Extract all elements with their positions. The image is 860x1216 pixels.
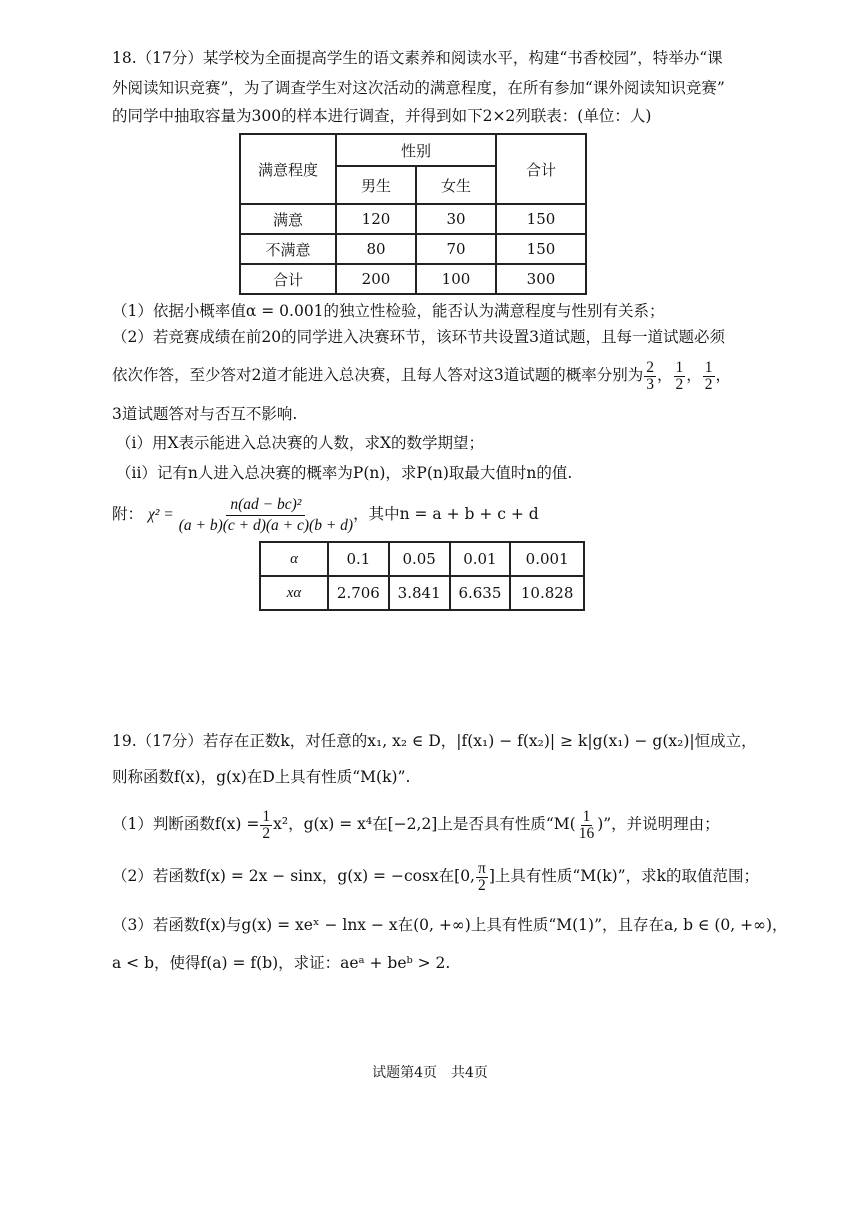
formula-numerator: n(ad − bc)² (226, 495, 305, 516)
fraction-1-16: $\frac{1}{16}$ (578, 807, 595, 842)
fraction-1-2: $\frac{1}{2}$ (262, 807, 271, 842)
formula-where: ，其中n = a + b + c + d (353, 505, 539, 523)
header-gender: 性别 (336, 134, 496, 166)
header-male: 男生 (336, 166, 416, 204)
x-alpha-label: xα (260, 576, 328, 610)
q18-line3: 的同学中抽取容量为300的样本进行调查，并得到如下2×2列联表：(单位：人) (112, 107, 652, 125)
fraction-pi-2: $\frac{\pi}{2}$ (478, 859, 486, 894)
formula-fraction (179, 495, 353, 536)
q19-part1-line: （1）判断函数f(x) = $\frac{1}{2}$ x²，g(x) = x⁴在[−2,2]上是否具有性质“M( $\frac{1}{16}$ )”，并说明理由； (112, 807, 720, 842)
table-row: 满意 120 30 150 (240, 204, 586, 234)
fraction-1-2: $\frac{1}{2}$ (675, 358, 684, 393)
q19-part3-b: a < b，使得f(a) = f(b)，求证：aeᵃ + beᵇ > 2. (112, 954, 451, 972)
q19-line1: 19.（17分）若存在正数k，对任意的x₁, x₂ ∈ D，|f(x₁) − f(x₂)| ≥ k|g(x₁) − g(x₂)|恒成立， (112, 732, 757, 750)
chi-square-formula (112, 492, 539, 537)
header-total: 合计 (496, 134, 586, 204)
appendix-label: 附： (112, 505, 144, 523)
q18-line2: 外阅读知识竞赛”，为了调查学生对这次活动的满意程度，在所有参加“课外阅读知识竞赛” (112, 79, 725, 97)
contingency-table (239, 133, 587, 295)
q19-part3-a: （3）若函数f(x)与g(x) = xeˣ − lnx − x在(0, +∞)上具有性质“M(1)”，且存在a, b ∈ (0, +∞)， (112, 916, 788, 934)
fraction-2-3: $\frac{2}{3}$ (646, 358, 654, 393)
header-satisfaction: 满意程度 (240, 134, 336, 204)
critical-value-table: α 0.1 0.05 0.01 0.001 xα 2.706 3.841 6.635 10.828 (259, 541, 585, 611)
formula-lhs: χ² = (147, 506, 174, 523)
q18-part2-b: 依次作答，至少答对2道才能进入总决赛，且每人答对这3道试题的概率分别为 (112, 366, 644, 384)
q18-part2-i: （i）用X表示能进入总决赛的人数，求X的数学期望； (116, 434, 485, 452)
q19-line2: 则称函数f(x)，g(x)在D上具有性质“M(k)”. (112, 768, 411, 786)
fraction-1-2: $\frac{1}{2}$ (704, 358, 713, 393)
table-row: 合计 200 100 300 (240, 264, 586, 294)
q18-part1: （1）依据小概率值α = 0.001的独立性检验，能否认为满意程度与性别有关系； (112, 302, 665, 320)
table-row: 不满意 80 70 150 (240, 234, 586, 264)
q18-part2-b-line: 依次作答，至少答对2道才能进入总决赛，且每人答对这3道试题的概率分别为 $\frac{2}{3}$ ， $\frac{1}{2}$ ， $\frac{1}{2}$ ， (112, 358, 732, 393)
header-female: 女生 (416, 166, 496, 204)
formula-denominator: (a + b)(c + d)(a + c)(b + d) (178, 516, 354, 534)
page-footer: 试题第4页 共4页 (372, 1065, 488, 1081)
q19-part2-line: （2）若函数f(x) = 2x − sinx，g(x) = −cosx在[0, $\frac{\pi}{2}$ ]上具有性质“M(k)”，求k的取值范围； (112, 859, 759, 894)
alpha-label: α (260, 542, 328, 576)
q18-part2-ii: （ii）记有n人进入总决赛的概率为P(n)，求P(n)取最大值时n的值. (116, 464, 573, 482)
q18-part2-a: （2）若竞赛成绩在前20的同学进入决赛环节，该环节共设置3道试题，且每一道试题必须 (112, 328, 725, 346)
q18-line1: 18.（17分）某学校为全面提高学生的语文素养和阅读水平，构建“书香校园”，特举办“课 (112, 49, 723, 67)
q18-part2-c: 3道试题答对与否互不影响. (112, 405, 298, 423)
